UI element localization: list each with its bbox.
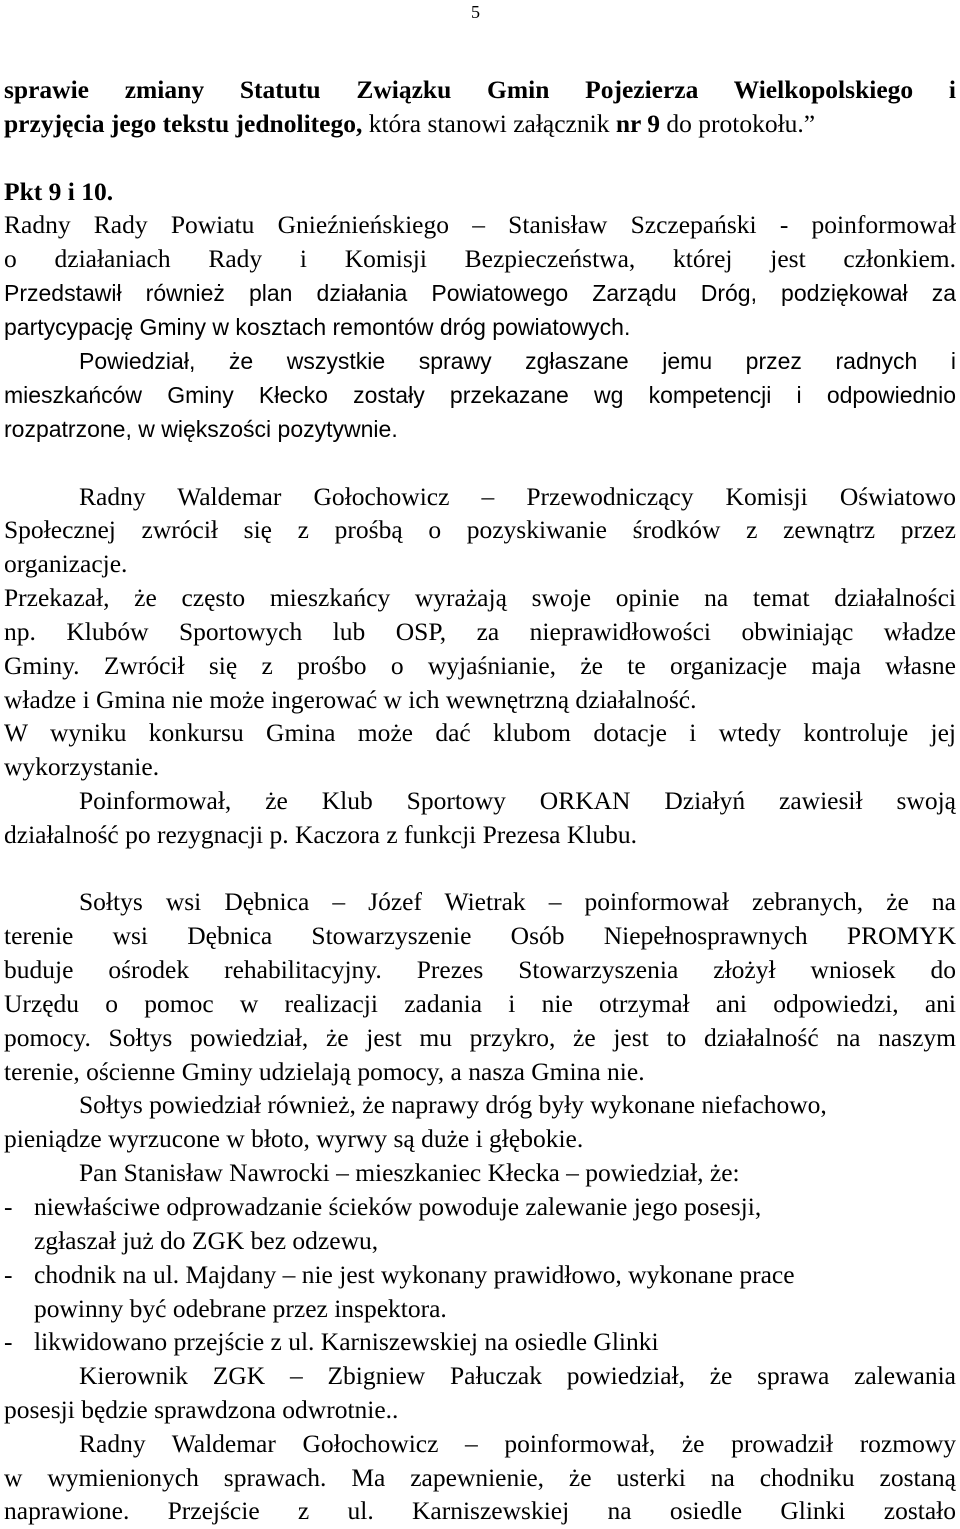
text-line: mieszkańców Gminy Kłecko zostały przekazane wg kompetencji i odpowiednio — [4, 382, 956, 408]
text-line: pieniądze wyrzucone w błoto, wyrwy są duże i głębokie. — [4, 1124, 584, 1153]
page-number: 5 — [471, 2, 480, 22]
list-item: chodnik na ul. Majdany – nie jest wykonany prawidłowo, wykonane prace — [34, 1260, 795, 1289]
text-line: terenie wsi Dębnica Stowarzyszenie Osób Niepełnosprawnych PROMYK — [4, 921, 956, 950]
text-line: Radny Waldemar Gołochowicz – Przewodniczący Komisji Oświatowo — [79, 482, 956, 511]
text-line: terenie, ościenne Gminy udzielają pomocy, a nasza Gmina nie. — [4, 1057, 645, 1086]
text-line: Kierownik ZGK – Zbigniew Pałuczak powiedział, że sprawa zalewania — [79, 1361, 956, 1390]
text-line: W wyniku konkursu Gmina może dać klubom dotacje i wtedy kontroluje jej — [4, 718, 956, 747]
text-line: Radny Waldemar Gołochowicz – poinformował, że prowadził rozmowy — [79, 1429, 956, 1458]
text-fragment: która stanowi załącznik — [368, 109, 616, 138]
text-line: w wymienionych sprawach. Ma zapewnienie, że usterki na chodniku zostaną — [4, 1463, 956, 1492]
text-line: Poinformował, że Klub Sportowy ORKAN Działyń zawiesił swoją — [79, 786, 956, 815]
text-fragment: do protokołu.” — [660, 109, 816, 138]
section-heading: Pkt 9 i 10. — [4, 177, 114, 206]
text-line: Powiedział, że wszystkie sprawy zgłaszane jemu przez radnych i — [79, 348, 956, 374]
text-line: wykorzystanie. — [4, 752, 160, 781]
text-line: Społecznej zwrócił się z prośbą o pozyskiwanie środków z zewnątrz przez — [4, 515, 956, 544]
list-item-continuation: powinny być odebrane przez inspektora. — [34, 1294, 447, 1323]
text-line — [4, 107, 956, 141]
list-bullet: - — [4, 1260, 13, 1289]
text-line: Urzędu o pomoc w realizacji zadania i nie otrzymał ani odpowiedzi, ani — [4, 989, 956, 1018]
text-line: Pan Stanisław Nawrocki – mieszkaniec Kłecka – powiedział, że: — [79, 1158, 740, 1187]
text-line: naprawione. Przejście z ul. Karniszewskiej na osiedle Glinki zostało — [4, 1496, 956, 1525]
text-line: o działaniach Rady i Komisji Bezpieczeństwa, której jest członkiem. — [4, 244, 956, 273]
text-line: np. Klubów Sportowych lub OSP, za nieprawidłowości obwiniając władze — [4, 617, 956, 646]
list-bullet: - — [4, 1192, 13, 1221]
text-line: Przekazał, że często mieszkańcy wyrażają swoje opinie na temat działalności — [4, 583, 956, 612]
list-item: likwidowano przejście z ul. Karniszewskiej na osiedle Glinki — [34, 1327, 659, 1356]
bold-fragment: nr 9 — [615, 109, 660, 138]
text-line: Sołtys powiedział również, że naprawy dróg były wykonane niefachowo, — [79, 1090, 827, 1119]
list-item: niewłaściwe odprowadzanie ścieków powoduje zalewanie jego posesji, — [34, 1192, 762, 1221]
text-line: partycypację Gminy w kosztach remontów dróg powiatowych. — [4, 314, 631, 340]
text-line: buduje ośrodek rehabilitacyjny. Prezes Stowarzyszenia złożył wniosek do — [4, 955, 956, 984]
text-line: posesji będzie sprawdzona odwrotnie.. — [4, 1395, 399, 1424]
text-line: Przedstawił również plan działania Powiatowego Zarządu Dróg, podziękował za — [4, 280, 956, 306]
text-line: sprawie zmiany Statutu Związku Gmin Pojezierza Wielkopolskiego i — [4, 75, 956, 104]
text-line: Gminy. Zwrócił się z prośbo o wyjaśnianie, że te organizacje maja własne — [4, 651, 956, 680]
list-bullet: - — [4, 1327, 13, 1356]
list-item-continuation: zgłaszał już do ZGK bez odzewu, — [34, 1226, 379, 1255]
bold-fragment: przyjęcia jego tekstu jednolitego, — [4, 109, 363, 138]
text-line: Radny Rady Powiatu Gnieźnieńskiego – Stanisław Szczepański - poinformował — [4, 210, 956, 239]
text-line: działalność po rezygnacji p. Kaczora z funkcji Prezesa Klubu. — [4, 820, 637, 849]
text-line: rozpatrzone, w większości pozytywnie. — [4, 416, 398, 442]
text-line: Sołtys wsi Dębnica – Józef Wietrak – poinformował zebranych, że na — [79, 887, 956, 916]
text-line: władze i Gmina nie może ingerować w ich wewnętrzną działalność. — [4, 685, 697, 714]
text-line: pomocy. Sołtys powiedział, że jest mu przykro, że jest to działalność na naszym — [4, 1023, 956, 1052]
text-line: organizacje. — [4, 549, 128, 578]
